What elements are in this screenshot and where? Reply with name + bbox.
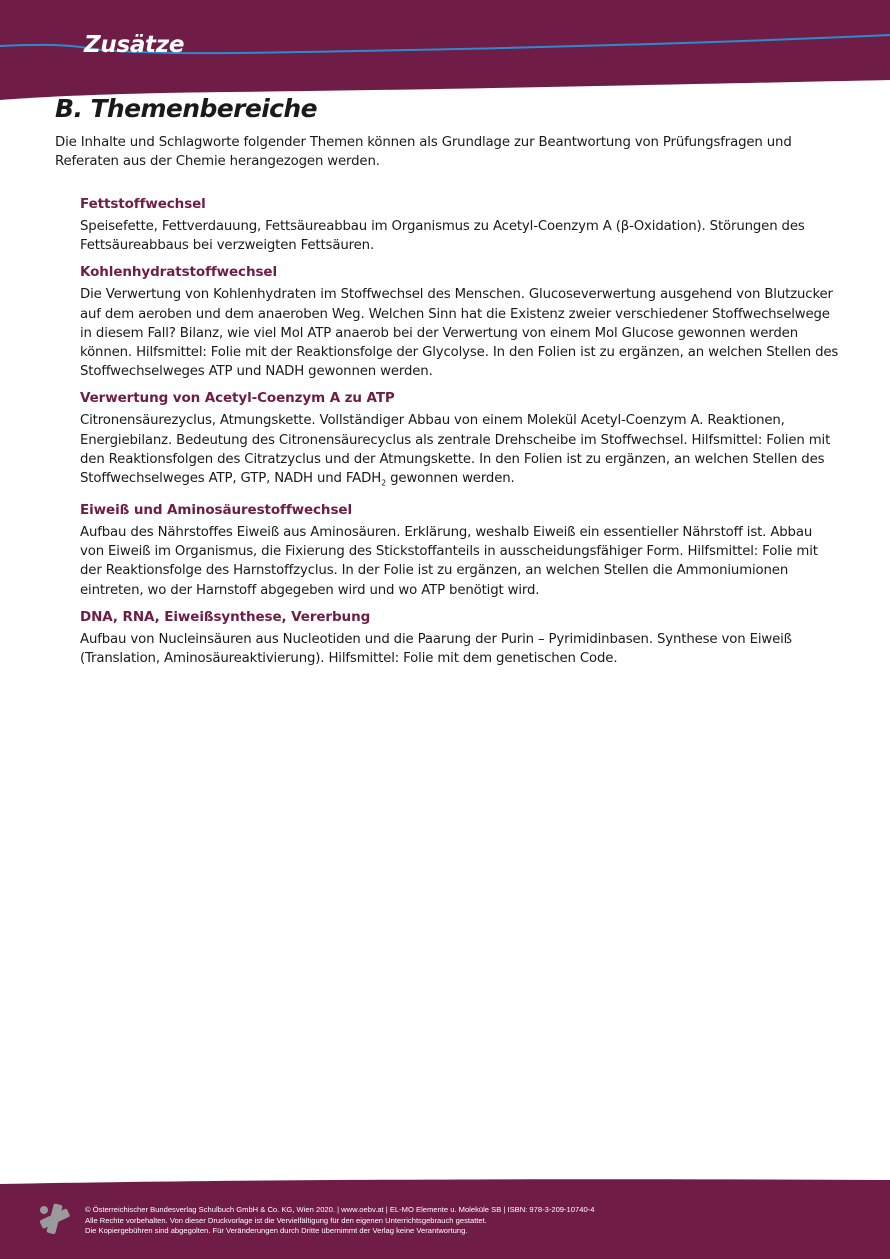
section-title: B. Themenbereiche: [55, 94, 317, 123]
topic-acetyl-coenzym-a: [80, 389, 840, 492]
footer-line: Alle Rechte vorbehalten. Von dieser Druckvorlage ist die Vervielfältigung für den eigenen Unterrichtsgebrauch gestattet.: [85, 1215, 487, 1225]
topic-list: [80, 195, 840, 676]
topic-text: Die Verwertung von Kohlenhydraten im Stoffwechsel des Menschen. Glucoseverwertung ausgehend von Blutzucker auf dem aeroben und dem anaeroben Weg. Welchen Sinn hat die Existenz zweier verschiedener Stoffwechselwege in diesem Fall? Bilanz, wie viel Mol ATP anaerob bei der Verwertung von einem Mol Glucose gewonnen werden können. Hilfsmittel: Folie mit der Reaktionsfolge der Glycolyse. In den Folien ist zu ergänzen, an welchen Stellen des Stoffwechselweges ATP und NADH gewonnen werden.: [80, 287, 839, 380]
publisher-logo-icon: [38, 1202, 72, 1240]
topic-fettstoffwechsel: [80, 195, 840, 255]
topic-heading: Kohlenhydratstoffwechsel: [80, 264, 277, 281]
topic-heading: Fettstoffwechsel: [80, 196, 206, 212]
footer-line: © Österreichischer Bundesverlag Schulbuch GmbH & Co. KG, Wien 2020. | www.oebv.at | EL-MO Elemente u. Moleküle SB | ISBN: 978-3-209-10740-4: [85, 1205, 595, 1214]
topic-text: Aufbau des Nährstoffes Eiweiß aus Aminosäuren. Erklärung, weshalb Eiweiß ein essentieller Nährstoff ist. Abbau von Eiweiß im Organismus, die Fixierung des Stickstoffanteils in ausscheidungsfähiger Form. Hilfsmittel: Folie mit der Reaktionsfolge des Harnstoffzyclus. In der Folie ist zu ergänzen, an welchen Stellen die Ammoniumionen eintreten, wo der Harnstoff abgegeben wird und wo ATP benötigt wird.: [80, 524, 818, 598]
topic-eiweiss-aminosaeure: [80, 501, 840, 600]
topic-heading: DNA, RNA, Eiweißsynthese, Vererbung: [80, 608, 371, 625]
topic-text-main: Citronensäurezyclus, Atmungskette. Vollständiger Abbau von einem Molekül Acetyl-Coenzym A. Reaktionen, Energiebilanz. Bedeutung des Citronensäurecyclus als zentrale Drehscheibe im Stoffwechsel. Hilfsmittel: Folien mit den Reaktionsfolgen des Citratzyclus und der Atmungskette. In den Folien ist zu ergänzen, an welchen Stellen des Stoffwechselweges ATP, GTP, NADH und FADH: [80, 413, 831, 487]
page-header-band: [0, 0, 890, 105]
subscript-two: 2: [381, 478, 387, 488]
topic-heading: Eiweiß und Aminosäurestoffwechsel: [80, 501, 352, 518]
topic-text-end: gewonnen werden.: [386, 471, 515, 487]
topic-heading: Verwertung von Acetyl-Coenzym A zu ATP: [80, 390, 395, 407]
topic-dna-rna: [80, 608, 840, 668]
topic-text: Speisefette, Fettverdauung, Fettsäureabbau im Organismus zu Acetyl-Coenzym A (β-Oxidation). Störungen des Fettsäureabbaus bei verzweigten Fettsäuren.: [80, 219, 805, 254]
topic-text: [80, 411, 840, 492]
intro-paragraph: Die Inhalte und Schlagworte folgender Themen können als Grundlage zur Beantwortung von Prüfungsfragen und Referaten aus der Chemie herangezogen werden.: [55, 135, 792, 169]
footer-line: Die Kopiergebühren sind abgegolten. Für Veränderungen durch Dritte übernimmt der Verlag keine Verantwortung.: [85, 1226, 468, 1236]
topic-kohlenhydratstoffwechsel: [80, 263, 840, 381]
topic-text: Aufbau von Nucleinsäuren aus Nucleotiden und die Paarung der Purin – Pyrimidinbasen. Synthese von Eiweiß (Translation, Aminosäureaktivierung). Hilfsmittel: Folie mit dem genetischen Code.: [80, 631, 792, 666]
footer-copyright: [85, 1205, 865, 1237]
header-title: Zusätze: [84, 32, 185, 58]
